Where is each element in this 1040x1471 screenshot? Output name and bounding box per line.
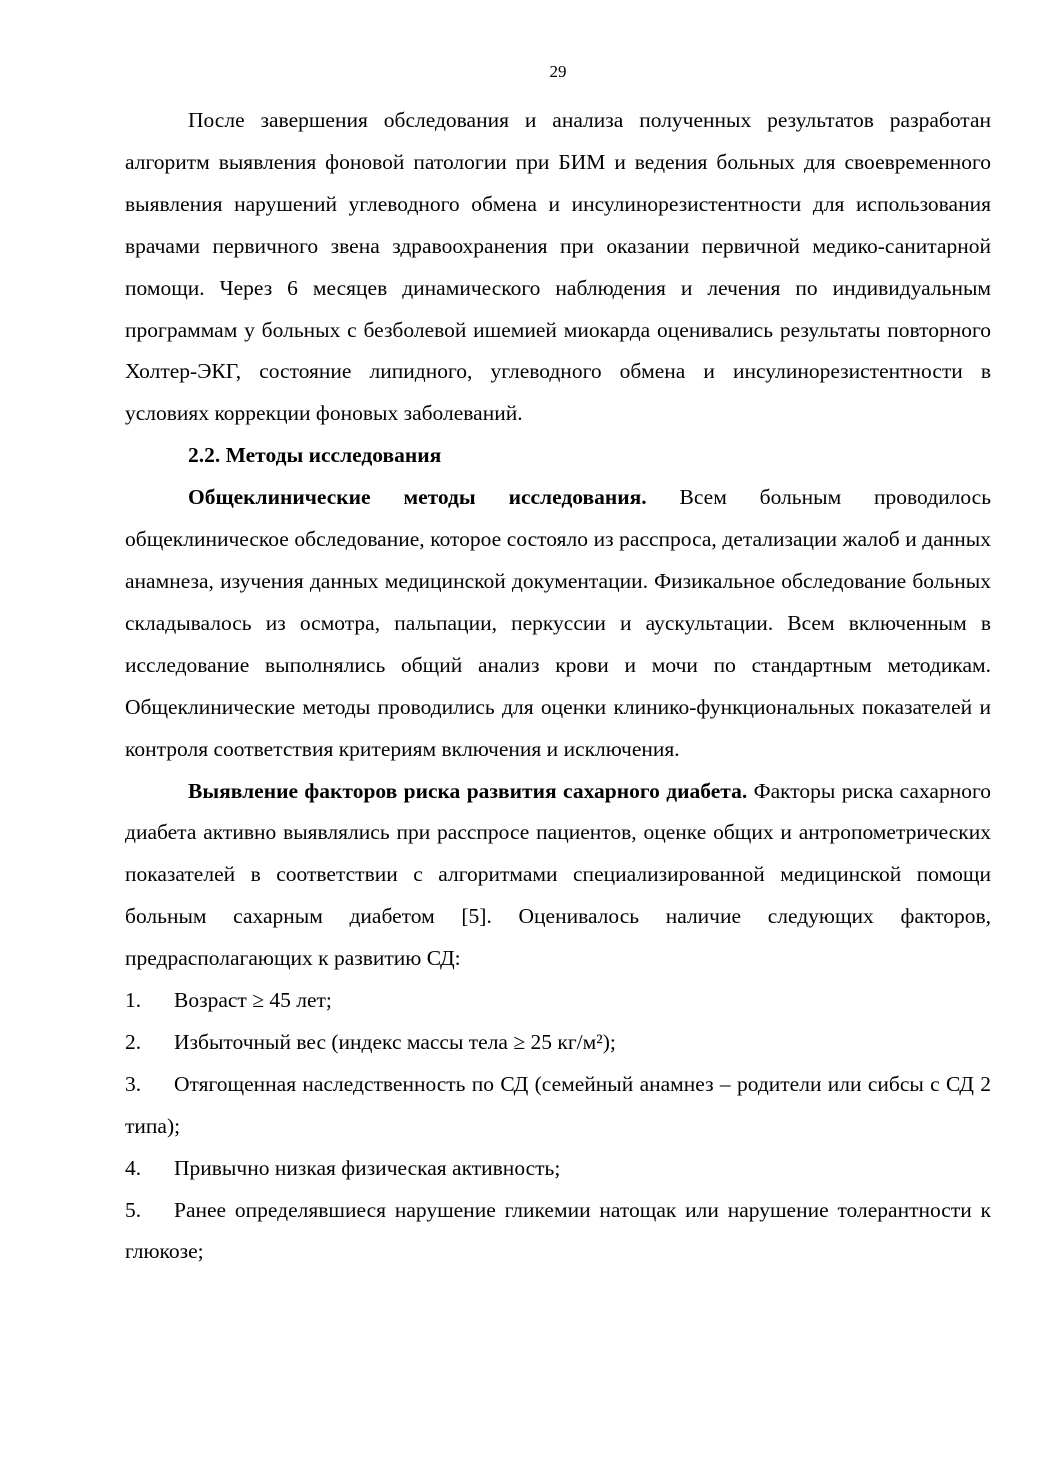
list-item <box>125 1190 991 1274</box>
document-body <box>125 100 991 1273</box>
general-methods-paragraph <box>125 477 991 770</box>
list-item-text: Привычно низкая физическая активность; <box>174 1155 561 1180</box>
list-item <box>125 1148 991 1190</box>
list-item-number: 5. <box>125 1197 142 1222</box>
list-item-text: Возраст ≥ 45 лет; <box>174 988 332 1013</box>
risk-factors-paragraph <box>125 771 991 981</box>
list-item-number: 4. <box>125 1155 142 1180</box>
general-methods-text: Всем больным проводилось общеклиническое обследование, которое состояло из расспроса, детализации жалоб и данных анамнеза, изучения данных медицинской документации. Физикальное обследование больных складывалось из осмотра, пальпации, перкуссии и аускультации. Всем включенным в исследование выполнялись общий анализ крови и мочи по стандартным методикам. Общеклинические методы проводились для оценки клинико-функциональных показателей и контроля соответствия критериям включения и исключения. <box>125 485 991 761</box>
risk-factors-title: Выявление факторов риска развития сахарного диабета. <box>188 778 748 803</box>
list-item <box>125 980 991 1022</box>
list-item <box>125 1064 991 1148</box>
list-item-number: 3. <box>125 1071 142 1096</box>
page-number: 29 <box>549 62 567 81</box>
list-item <box>125 1022 991 1064</box>
general-methods-title: Общеклинические методы исследования. <box>188 485 647 510</box>
list-item-number: 1. <box>125 988 142 1013</box>
risk-factors-text: Факторы риска сахарного диабета активно выявлялись при расспросе пациентов, оценке общих и антропометрических показателей в соответствии с алгоритмами специализированной медицинской помощи больным сахарным диабетом [5]. Оценивалось наличие следующих факторов, предрасполагающих к развитию СД: <box>125 778 991 971</box>
list-item-text: Отягощенная наследственность по СД (семейный анамнез – родители или сибсы с СД 2 типа); <box>125 1071 991 1138</box>
list-item-text: Избыточный вес (индекс массы тела ≥ 25 кг/м²); <box>174 1029 616 1054</box>
risk-factors-list <box>125 980 991 1273</box>
list-item-text: Ранее определявшиеся нарушение гликемии натощак или нарушение толерантности к глюкозе; <box>125 1197 991 1264</box>
list-item-number: 2. <box>125 1029 142 1054</box>
intro-paragraph: После завершения обследования и анализа полученных результатов разработан алгоритм выявления фоновой патологии при БИМ и ведения больных для своевременного выявления нарушений углеводного обмена и инсулинорезистентности для использования врачами первичного звена здравоохранения при оказании первичной медико-санитарной помощи. Через 6 месяцев динамического наблюдения и лечения по индивидуальным программам у больных с безболевой ишемией миокарда оценивались результаты повторного Холтер-ЭКГ, состояние липидного, углеводного обмена и инсулинорезистентности в условиях коррекции фоновых заболеваний. <box>125 108 991 426</box>
section-heading: 2.2. Методы исследования <box>188 443 442 468</box>
